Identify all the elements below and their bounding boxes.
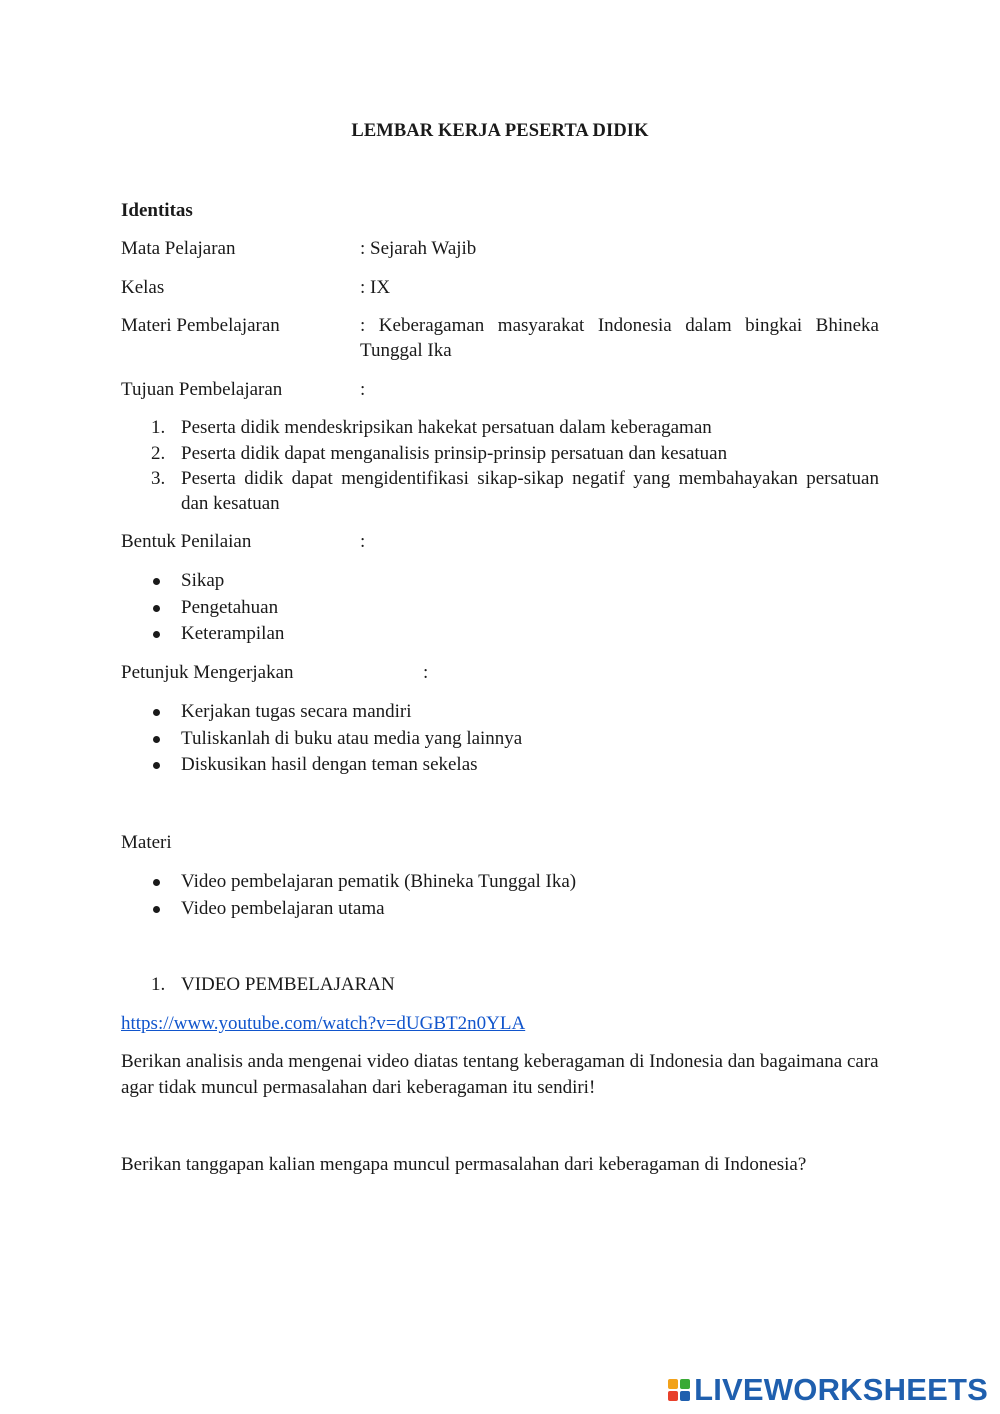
list-text: Peserta didik mendeskripsikan hakekat persatuan dalam keberagaman <box>181 417 712 438</box>
label-kelas: Kelas <box>121 277 165 298</box>
list-text: Video pembelajaran utama <box>181 898 385 919</box>
list-item <box>121 621 284 647</box>
video-section-heading <box>121 972 879 997</box>
list-item <box>121 752 478 778</box>
label-mata-pelajaran: Mata Pelajaran <box>121 238 236 259</box>
youtube-link[interactable]: https://www.youtube.com/watch?v=dUGBT2n0YLA <box>121 1013 526 1034</box>
question-analysis: Berikan analisis anda mengenai video diatas tentang keberagaman di Indonesia dan bagaimana cara agar tidak muncul permasalahan dari keberagaman itu sendiri! <box>121 1051 879 1098</box>
value-kelas: : IX <box>360 277 391 298</box>
list-item <box>121 595 278 621</box>
logo-square-blue <box>680 1391 690 1401</box>
section-heading: VIDEO PEMBELAJARAN <box>181 974 395 995</box>
bullet-icon <box>153 879 160 886</box>
list-item <box>121 896 385 922</box>
logo-square-orange <box>668 1379 678 1389</box>
list-text: Peserta didik dapat mengidentifikasi sikap-sikap negatif yang membahayakan persatuan dan kesatuan <box>181 468 879 514</box>
label-tujuan-pembelajaran: Tujuan Pembelajaran <box>121 379 283 400</box>
question-response: Berikan tanggapan kalian mengapa muncul permasalahan dari keberagaman di Indonesia? <box>121 1154 807 1175</box>
identitas-heading: Identitas <box>121 200 193 221</box>
liveworksheets-logo <box>668 1372 988 1408</box>
list-item <box>121 568 224 594</box>
list-text: Tuliskanlah di buku atau media yang lainnya <box>181 728 523 749</box>
page-title: LEMBAR KERJA PESERTA DIDIK <box>351 121 649 141</box>
list-number: 1. <box>151 417 166 438</box>
value-materi-pembelajaran: : Keberagaman masyarakat Indonesia dalam bingkai Bhineka Tunggal Ika <box>360 315 879 361</box>
bullet-icon <box>153 578 160 585</box>
list-item <box>121 415 879 440</box>
list-number: 1. <box>151 974 166 995</box>
brand-name: LIVEWORKSHEETS <box>694 1372 988 1407</box>
liveworksheets-grid-icon <box>668 1379 690 1401</box>
value-mata-pelajaran: : Sejarah Wajib <box>360 238 477 259</box>
bullet-icon <box>153 709 160 716</box>
list-text: Keterampilan <box>181 623 285 644</box>
list-item <box>121 726 522 752</box>
list-text: Video pembelajaran pematik (Bhineka Tunggal Ika) <box>181 871 577 892</box>
logo-square-red <box>668 1391 678 1401</box>
bullet-icon <box>153 762 160 769</box>
label-materi: Materi <box>121 832 172 853</box>
bullet-icon <box>153 906 160 913</box>
bullet-icon <box>153 736 160 743</box>
label-petunjuk: Petunjuk Mengerjakan <box>121 662 294 683</box>
list-item <box>121 869 576 895</box>
list-number: 2. <box>151 443 166 464</box>
list-text: Peserta didik dapat menganalisis prinsip-prinsip persatuan dan kesatuan <box>181 443 728 464</box>
label-materi-pembelajaran: Materi Pembelajaran <box>121 315 280 336</box>
bullet-icon <box>153 631 160 638</box>
logo-square-green <box>680 1379 690 1389</box>
list-text: Kerjakan tugas secara mandiri <box>181 701 412 722</box>
bullet-icon <box>153 605 160 612</box>
list-item <box>121 441 879 466</box>
list-text: Sikap <box>181 570 225 591</box>
label-bentuk-penilaian: Bentuk Penilaian <box>121 531 252 552</box>
colon-penilaian: : <box>360 531 366 552</box>
list-item <box>121 699 412 725</box>
list-number: 3. <box>151 468 166 489</box>
list-text: Diskusikan hasil dengan teman sekelas <box>181 754 478 775</box>
colon-tujuan: : <box>360 379 366 400</box>
list-item <box>121 466 879 516</box>
list-text: Pengetahuan <box>181 597 279 618</box>
colon-petunjuk: : <box>423 662 429 683</box>
